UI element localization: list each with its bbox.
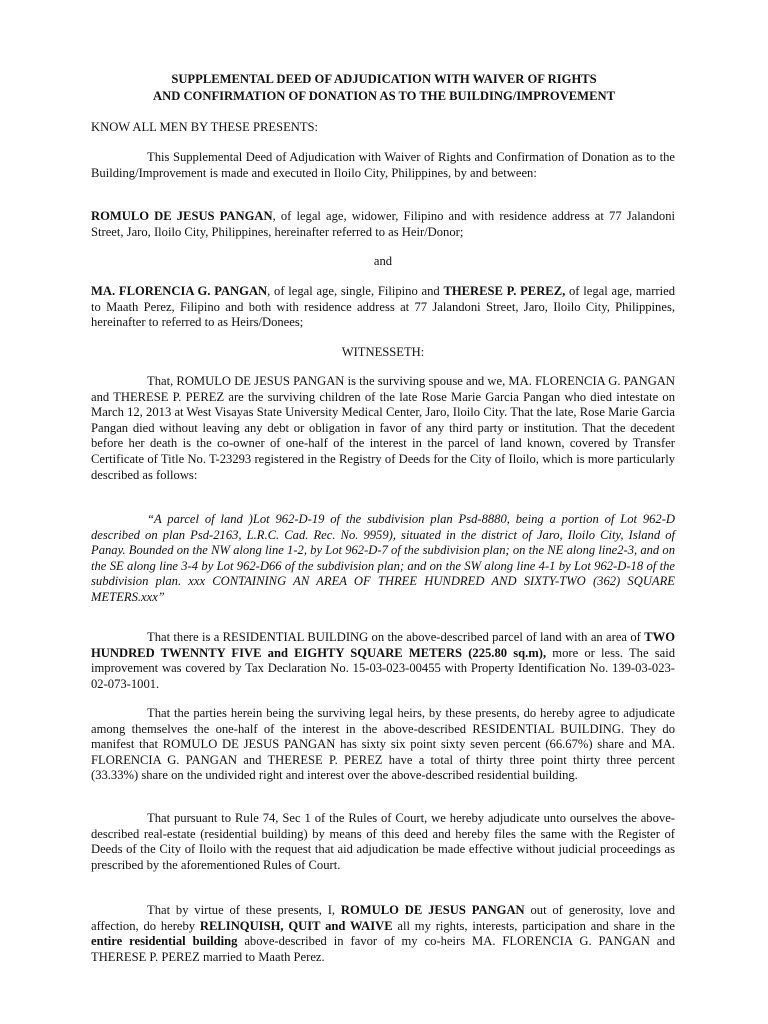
para5-text2: out of generosity, love and affection, do hereby [91,903,675,933]
party1-name: ROMULO DE JESUS PANGAN [91,209,273,223]
party2-text2: of legal age, married to Maath Perez, Filipino and both with residence address at 77 Jalandoni Street, Jaro, Iloilo City, Philippines, hereinafter to referred to as Heirs/Donees; [91,284,676,330]
witnesseth-heading: WITNESSETH: [341,345,425,359]
party1-text: , of legal age, widower, Filipino and with residence address at 77 Jalandoni Street, Jaro, Iloilo City, Philippines, hereinafter referred to as Heir/Donor; [91,209,675,239]
party2-text1: , of legal age, single, Filipino and [267,284,444,298]
party1-paragraph [91,209,675,240]
paragraph-rule-74: That pursuant to Rule 74, Sec 1 of the Rules of Court, we hereby adjudicate unto ourselves the above-described real-estate (residential building) by means of this deed and hereby files the same with the Register of Deeds of the City of Iloilo with the request that aid adjudication be made effective without judicial proceedings as prescribed by the aforementioned Rules of Court. [91,811,675,872]
para2-text1: That there is a RESIDENTIAL BUILDING on the above-described parcel of land with an area of [147,630,645,644]
para5-building: entire residential building [91,934,238,949]
party2-name2: THERESE P. PEREZ, [443,284,566,298]
para5-waive: RELINQUISH, QUIT and WAIVE [199,918,393,933]
para5-text1: That by virtue of these presents, I, [147,903,341,917]
paragraph-surviving-heirs: That, ROMULO DE JESUS PANGAN is the surviving spouse and we, MA. FLORENCIA G. PANGAN and THERESE P. PEREZ are the surviving children of the late Rose Marie Garcia Pangan who died intestate on March 12, 2013 at West Visayas State University Medical Center, Jaro, Iloilo City. That the late, Rose Marie Garcia Pangan died without leaving any debt or obligation in favor of any third party or institution. That the decedent before her death is the co-owner of one-half of the interest in the parcel of land known, covered by Transfer Certificate of Title No. T-23293 registered in the Registry of Deeds for the City of Iloilo, which is more particularly described as follows: [91,374,675,482]
paragraph-adjudication-shares: That the parties herein being the surviving legal heirs, by these presents, do hereby agree to adjudicate among themselves the one-half of the interest in the above-described RESIDENTIAL BUILDING. They do manifest that ROMULO DE JESUS PANGAN has sixty six point sixty seven percent (66.67%) share and MA. FLORENCIA G. PANGAN and THERESE P. PEREZ have a total of thirty three point thirty three percent (33.33%) share on the undivided right and interest over the above-described residential building. [91,706,675,783]
and-separator: and [373,254,393,268]
party2-paragraph [91,284,675,331]
opening-paragraph: This Supplemental Deed of Adjudication with Waiver of Rights and Confirmation of Donation as to the Building/Improvement is made and executed in Iloilo City, Philippines, by and between: [91,150,675,180]
para2-text2: more or less. The said improvement was covered by Tax Declaration No. 15-03-023-00455 with Property Identification No. 139-03-023-02-073-1001. [91,645,675,691]
para5-text3: all my rights, interests, participation and share in the [392,918,675,933]
document-title [60,71,708,105]
para5-name: ROMULO DE JESUS PANGAN [340,903,525,917]
para5-text4: above-described in favor of my co-heirs MA. FLORENCIA G. PANGAN and THERESE P. PEREZ married to Maath Perez. [91,934,675,964]
paragraph-residential-building [91,630,675,692]
title-line-1: SUPPLEMENTAL DEED OF ADJUDICATION WITH WAIVER OF RIGHTS [171,72,597,86]
intro-heading: KNOW ALL MEN BY THESE PRESENTS: [91,120,319,134]
paragraph-waiver [91,903,675,965]
title-line-2: AND CONFIRMATION OF DONATION AS TO THE BUILDING/IMPROVEMENT [153,89,615,103]
land-description-quote: “A parcel of land )Lot 962-D-19 of the subdivision plan Psd-8880, being a portion of Lot 962-D described on plan Psd-2163, L.R.C. Cad. Rec. No. 9959), situated in the district of Jaro, Iloilo City, Island of Panay. Bounded on the NW along line 1-2, by Lot 962-D-7 of the subdivision plan; on the NE along line2-3, and on the SE along line 3-4 by Lot 962-D66 of the subdivision plan; and on the SW along line 4-1 by Lot 962-D-18 of the subdivision plan. xxx CONTAINING AN AREA OF THREE HUNDRED AND SIXTY-TWO (362) SQUARE METERS.xxx” [91,512,675,604]
party2-name1: MA. FLORENCIA G. PANGAN [91,284,268,298]
para2-area: TWO HUNDRED TWENNTY FIVE and EIGHTY SQUARE METERS (225.80 sq.m), [91,630,675,660]
